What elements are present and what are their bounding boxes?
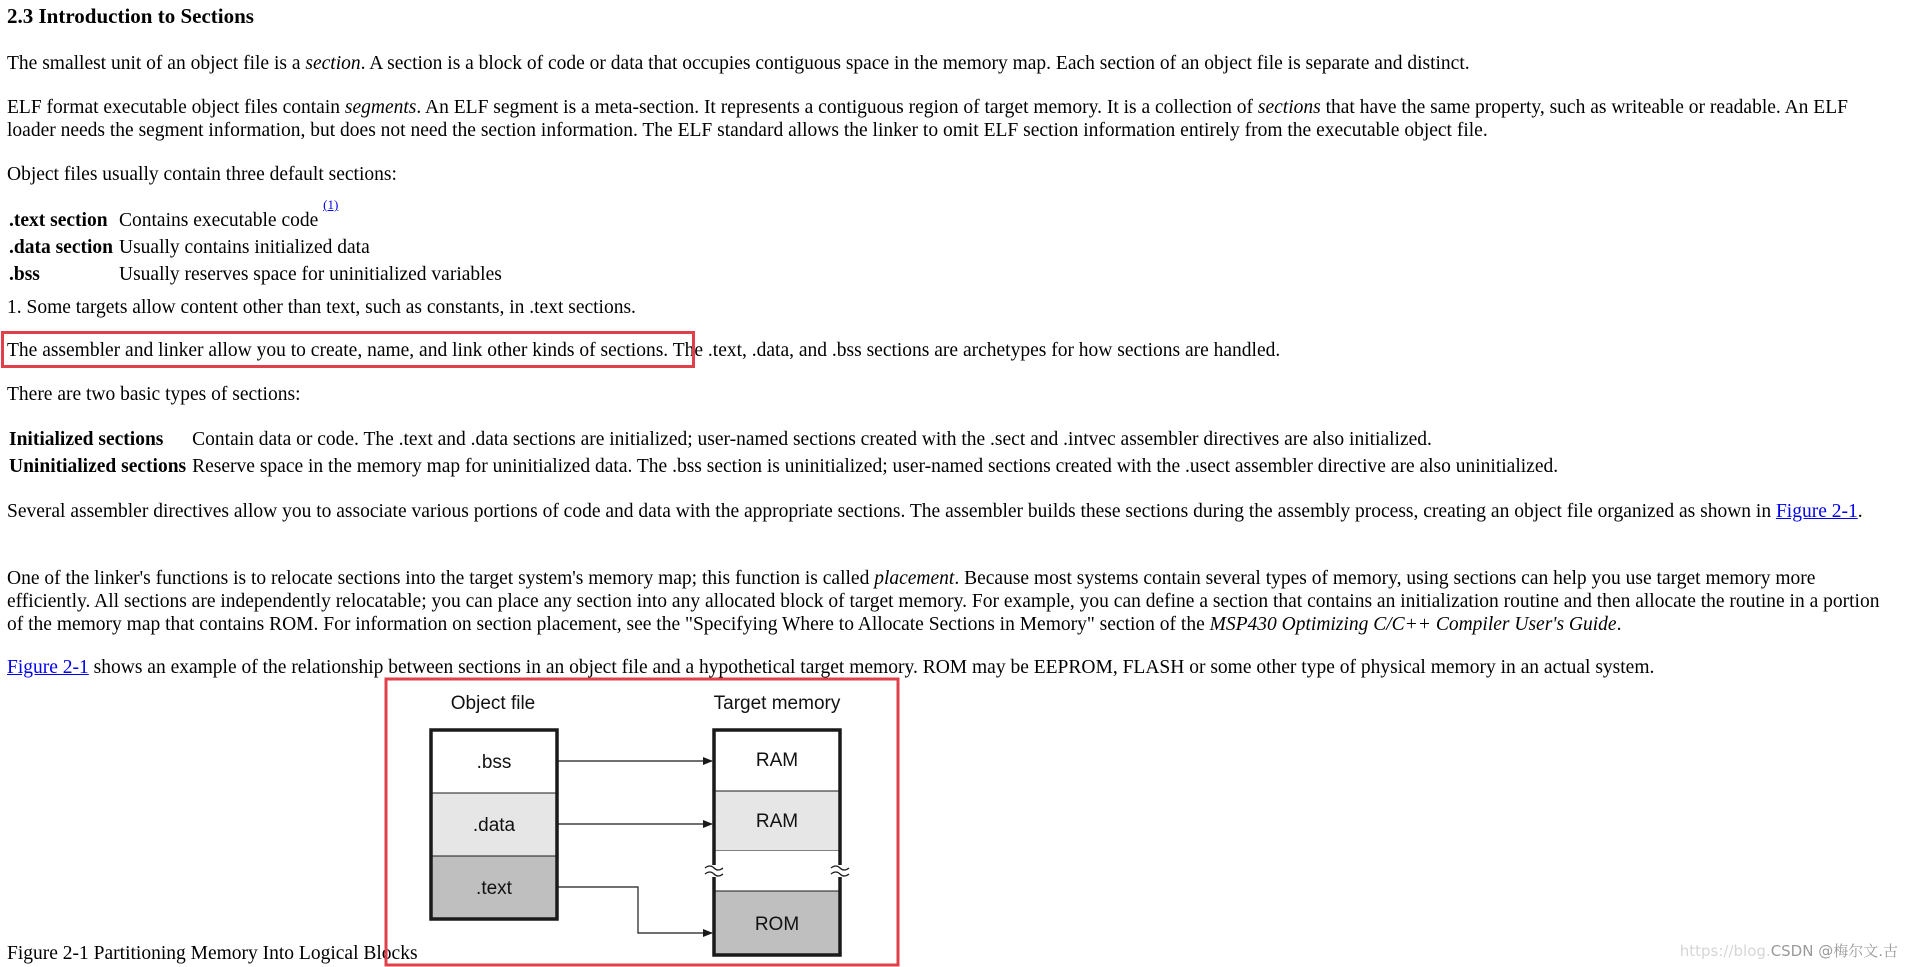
table-row — [9, 207, 506, 234]
table-row — [9, 261, 506, 288]
definition: Usually reserves space for uninitialized variables — [119, 264, 502, 285]
object-label-bss: .bss — [476, 752, 512, 773]
term-placement: placement — [874, 568, 955, 589]
term-uninitialized-sections: Uninitialized sections — [9, 456, 187, 477]
paragraph-section-definition: The smallest unit of an object file is a section. A section is a block of code or data that occupies contiguous space in the memory map. Each section of an object file is separate and distinct. — [7, 53, 1470, 74]
arrow-text-to-rom — [557, 887, 712, 933]
paragraph-default-sections-intro: Object files usually contain three default sections: — [7, 164, 397, 185]
definition: Reserve space in the memory map for uninitialized data. The .bss section is uninitialized; user-named sections created with the .usect assembler directive are also uninitialized. — [192, 456, 1559, 477]
memory-label-ram-1: RAM — [755, 750, 799, 771]
memory-label-rom: ROM — [754, 914, 800, 935]
paragraph-elf-segments: ELF format executable object files contain segments. An ELF segment is a meta-section. It represents a contiguous region of target memory. It is a collection of sections that have the same property, such as writeable or readable. An ELF loader needs the segment information, but does not need the section information. The ELF standard allows the linker to omit ELF section information entirely from the executable object file. — [7, 97, 1848, 141]
figure-link[interactable]: Figure 2-1 — [7, 657, 89, 678]
paragraph-assembler-linker: The assembler and linker allow you to create, name, and link other kinds of sections. The .text, .data, and .bss sections are archetypes for how sections are handled. — [7, 340, 1281, 361]
section-types-table — [9, 426, 1562, 480]
definition: Usually contains initialized data — [119, 237, 370, 258]
table-row — [9, 426, 1562, 453]
section-heading: 2.3 Introduction to Sections — [7, 4, 254, 28]
memory-gap — [714, 851, 840, 891]
definition: Contain data or code. The .text and .data sections are initialized; user-named sections created with the .sect and .intvec assembler directives are also initialized. — [192, 429, 1432, 450]
term-segments: segments — [344, 97, 417, 118]
guide-title: MSP430 Optimizing C/C++ Compiler User's Guide — [1209, 614, 1617, 635]
paragraph-assembler-directives: Several assembler directives allow you to associate various portions of code and data with the appropriate sections. The assembler builds these sections during the assembly process, creating an object file organized as shown in Figure 2-1. — [7, 501, 1863, 522]
object-label-data: .data — [472, 815, 516, 836]
target-memory-title: Target memory — [713, 693, 841, 714]
watermark: https://blog.CSDN @梅尔文.古 — [1679, 942, 1898, 960]
term-text-section: .text section — [9, 210, 108, 231]
default-sections-table — [9, 197, 506, 288]
term-sections: sections — [1257, 97, 1321, 118]
definition: Contains executable code $^{(1)}$ — [119, 197, 339, 231]
memory-label-ram-2: RAM — [755, 811, 799, 832]
object-file-title: Object file — [450, 693, 536, 714]
figure-memory-partitioning — [384, 677, 900, 967]
footnote-link[interactable]: (1) — [323, 197, 339, 212]
term-initialized-sections: Initialized sections — [9, 429, 164, 450]
figure-link[interactable]: Figure 2-1 — [1775, 501, 1858, 522]
term-bss-section: .bss — [9, 264, 40, 285]
paragraph-figure-description: Figure 2-1 shows an example of the relationship between sections in an object file and a hypothetical target memory. ROM may be EEPROM, FLASH or some other type of physical memory in an actual system. — [7, 657, 1655, 678]
term-section: section — [305, 53, 361, 74]
figure-caption: Figure 2-1 Partitioning Memory Into Logical Blocks — [7, 943, 418, 964]
term-data-section: .data section — [9, 237, 113, 258]
highlighted-sentence: The assembler and linker allow you to create, name, and link other kinds of sections. — [7, 340, 669, 361]
table-row — [9, 234, 506, 261]
footnote-text: 1. Some targets allow content other than text, such as constants, in .text sections. — [7, 297, 636, 318]
object-label-text: .text — [476, 878, 512, 899]
paragraph-section-types-intro: There are two basic types of sections: — [7, 384, 301, 405]
paragraph-placement: One of the linker's functions is to relocate sections into the target system's memory map; this function is called placement. Because most systems contain several types of memory, using sections can help you use target memory more efficiently. All sections are independently relocatable; you can place any section into any allocated block of target memory. For example, you can define a section that contains an initialization routine and then allocate the routine in a portion of the memory map that contains ROM. For information on section placement, see the "Specifying Where to Allocate Sections in Memory" section of the MSP430 Optimizing C/C++ Compiler User's Guide. — [7, 568, 1880, 635]
table-row — [9, 453, 1562, 480]
